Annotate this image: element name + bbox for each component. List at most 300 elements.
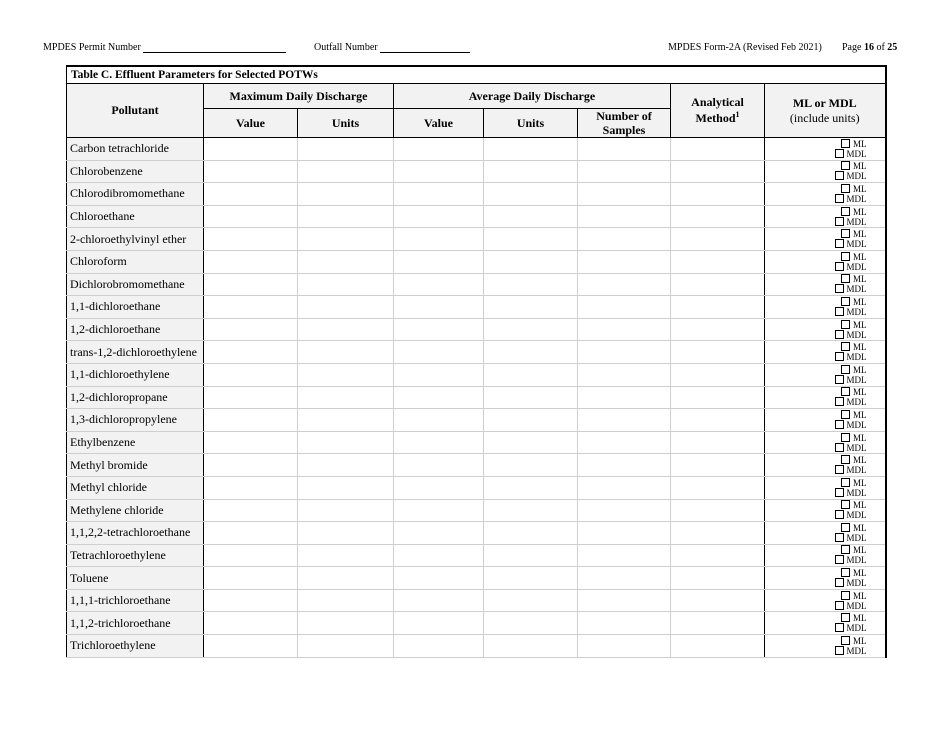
ml-mdl-options bbox=[765, 250, 886, 273]
analytical-method-input[interactable] bbox=[671, 341, 765, 364]
avg-value-input[interactable] bbox=[394, 363, 484, 386]
avg-units-input[interactable] bbox=[484, 205, 578, 228]
avg-value-input[interactable] bbox=[394, 612, 484, 635]
outfall-number-label: Outfall Number bbox=[314, 42, 378, 53]
ml-checkbox[interactable] bbox=[841, 387, 850, 396]
ml-checkbox[interactable] bbox=[841, 545, 850, 554]
max-units-input[interactable] bbox=[298, 476, 394, 499]
max-units-input[interactable] bbox=[298, 160, 394, 183]
max-units-input[interactable] bbox=[298, 228, 394, 251]
mdl-option[interactable] bbox=[765, 555, 867, 565]
ml-option-label: ML bbox=[853, 522, 867, 533]
ml-mdl-options bbox=[765, 522, 886, 545]
ml-mdl-options bbox=[765, 386, 886, 409]
max-value-input[interactable] bbox=[204, 544, 298, 567]
ml-mdl-options bbox=[765, 589, 886, 612]
max-units-input[interactable] bbox=[298, 363, 394, 386]
table-row bbox=[67, 612, 886, 635]
max-units-input[interactable] bbox=[298, 635, 394, 658]
max-units-input[interactable] bbox=[298, 386, 394, 409]
number-of-samples-input[interactable] bbox=[578, 228, 671, 251]
mdl-checkbox[interactable] bbox=[835, 397, 844, 406]
ml-option[interactable] bbox=[765, 320, 867, 330]
ml-mdl-options bbox=[765, 635, 886, 658]
mdl-option[interactable] bbox=[765, 375, 867, 385]
avg-units-input[interactable] bbox=[484, 363, 578, 386]
ml-option-label: ML bbox=[853, 455, 867, 466]
ml-option[interactable] bbox=[765, 433, 867, 443]
max-value-input[interactable] bbox=[204, 296, 298, 319]
ml-mdl-options bbox=[765, 160, 886, 183]
number-of-samples-input[interactable] bbox=[578, 386, 671, 409]
mdl-checkbox[interactable] bbox=[835, 601, 844, 610]
mdl-checkbox[interactable] bbox=[835, 623, 844, 632]
pollutant-name: Chloroethane bbox=[67, 205, 204, 228]
mdl-option[interactable] bbox=[765, 217, 867, 227]
mdl-option[interactable] bbox=[765, 352, 867, 362]
mdl-option[interactable] bbox=[765, 420, 867, 430]
analytical-method-input[interactable] bbox=[671, 386, 765, 409]
pollutant-name: trans-1,2-dichloroethylene bbox=[67, 341, 204, 364]
mdl-checkbox[interactable] bbox=[835, 171, 844, 180]
mdl-checkbox[interactable] bbox=[835, 352, 844, 361]
mdl-checkbox[interactable] bbox=[835, 239, 844, 248]
mdl-option[interactable] bbox=[765, 330, 867, 340]
max-value-input[interactable] bbox=[204, 635, 298, 658]
ml-option[interactable] bbox=[765, 636, 867, 646]
mdl-option[interactable] bbox=[765, 623, 867, 633]
mdl-checkbox[interactable] bbox=[835, 307, 844, 316]
ml-option[interactable] bbox=[765, 613, 867, 623]
pollutant-name: 1,2-dichloroethane bbox=[67, 318, 204, 341]
ml-checkbox[interactable] bbox=[841, 410, 850, 419]
permit-number-input-line[interactable] bbox=[143, 42, 286, 53]
analytical-method-input[interactable] bbox=[671, 589, 765, 612]
max-units-input[interactable] bbox=[298, 454, 394, 477]
permit-number-field[interactable] bbox=[43, 42, 286, 53]
analytical-method-input[interactable] bbox=[671, 363, 765, 386]
avg-units-input[interactable] bbox=[484, 341, 578, 364]
avg-value-input[interactable] bbox=[394, 454, 484, 477]
max-value-input[interactable] bbox=[204, 160, 298, 183]
ml-checkbox[interactable] bbox=[841, 252, 850, 261]
analytical-method-label: Analytical Method bbox=[691, 95, 744, 125]
max-value-input[interactable] bbox=[204, 589, 298, 612]
avg-value-input[interactable] bbox=[394, 589, 484, 612]
effluent-table bbox=[66, 65, 887, 658]
number-of-samples-input[interactable] bbox=[578, 454, 671, 477]
analytical-method-input[interactable] bbox=[671, 160, 765, 183]
ml-mdl-options bbox=[765, 273, 886, 296]
max-value-input[interactable] bbox=[204, 138, 298, 161]
avg-units-input[interactable] bbox=[484, 273, 578, 296]
avg-units-input[interactable] bbox=[484, 589, 578, 612]
avg-value-input[interactable] bbox=[394, 386, 484, 409]
avg-value-input[interactable] bbox=[394, 250, 484, 273]
avg-value-input[interactable] bbox=[394, 499, 484, 522]
ml-checkbox[interactable] bbox=[841, 320, 850, 329]
avg-value-input[interactable] bbox=[394, 296, 484, 319]
max-value-input[interactable] bbox=[204, 273, 298, 296]
max-value-input[interactable] bbox=[204, 183, 298, 206]
mdl-checkbox[interactable] bbox=[835, 330, 844, 339]
max-units-input[interactable] bbox=[298, 499, 394, 522]
mdl-checkbox[interactable] bbox=[835, 646, 844, 655]
mdl-option-label: MDL bbox=[846, 216, 867, 227]
mdl-option[interactable] bbox=[765, 578, 867, 588]
analytical-method-input[interactable] bbox=[671, 183, 765, 206]
pollutant-name: 1,1,2,2-tetrachloroethane bbox=[67, 522, 204, 545]
avg-value-input[interactable] bbox=[394, 476, 484, 499]
number-of-samples-input[interactable] bbox=[578, 567, 671, 590]
ml-option[interactable] bbox=[765, 365, 867, 375]
pollutant-name: Tetrachloroethylene bbox=[67, 544, 204, 567]
avg-units-input[interactable] bbox=[484, 431, 578, 454]
number-of-samples-input[interactable] bbox=[578, 205, 671, 228]
number-of-samples-input[interactable] bbox=[578, 544, 671, 567]
mdl-option[interactable] bbox=[765, 533, 867, 543]
avg-units-input[interactable] bbox=[484, 476, 578, 499]
ml-option[interactable] bbox=[765, 274, 867, 284]
number-of-samples-input[interactable] bbox=[578, 183, 671, 206]
analytical-method-header bbox=[671, 84, 765, 138]
ml-option-label: ML bbox=[853, 183, 867, 194]
number-of-samples-input[interactable] bbox=[578, 273, 671, 296]
avg-units-input[interactable] bbox=[484, 318, 578, 341]
ml-option-label: ML bbox=[853, 342, 867, 353]
mdl-checkbox[interactable] bbox=[835, 217, 844, 226]
ml-option-label: ML bbox=[853, 319, 867, 330]
avg-units-input[interactable] bbox=[484, 138, 578, 161]
ml-checkbox[interactable] bbox=[841, 455, 850, 464]
mdl-option[interactable] bbox=[765, 397, 867, 407]
max-units-input[interactable] bbox=[298, 273, 394, 296]
avg-value-input[interactable] bbox=[394, 431, 484, 454]
mdl-checkbox[interactable] bbox=[835, 555, 844, 564]
avg-value-input[interactable] bbox=[394, 228, 484, 251]
mdl-checkbox[interactable] bbox=[835, 375, 844, 384]
ml-option[interactable] bbox=[765, 387, 867, 397]
ml-checkbox[interactable] bbox=[841, 568, 850, 577]
avg-units-input[interactable] bbox=[484, 160, 578, 183]
ml-mdl-options bbox=[765, 567, 886, 590]
mdl-option-label: MDL bbox=[846, 645, 867, 656]
max-units-input[interactable] bbox=[298, 544, 394, 567]
mdl-option[interactable] bbox=[765, 262, 867, 272]
analytical-method-input[interactable] bbox=[671, 544, 765, 567]
max-daily-discharge-header: Maximum Daily Discharge bbox=[204, 84, 394, 109]
ml-option[interactable] bbox=[765, 139, 867, 149]
ml-mdl-options bbox=[765, 341, 886, 364]
ml-option-label: ML bbox=[853, 274, 867, 285]
ml-checkbox[interactable] bbox=[841, 139, 850, 148]
ml-checkbox[interactable] bbox=[841, 591, 850, 600]
mdl-checkbox[interactable] bbox=[835, 420, 844, 429]
mdl-checkbox[interactable] bbox=[835, 578, 844, 587]
number-of-samples-input[interactable] bbox=[578, 341, 671, 364]
ml-option[interactable] bbox=[765, 591, 867, 601]
max-units-input[interactable] bbox=[298, 341, 394, 364]
table-row bbox=[67, 499, 886, 522]
analytical-method-input[interactable] bbox=[671, 296, 765, 319]
pollutant-name: Trichloroethylene bbox=[67, 635, 204, 658]
mdl-option[interactable] bbox=[765, 149, 867, 159]
ml-mdl-options bbox=[765, 363, 886, 386]
mdl-checkbox[interactable] bbox=[835, 510, 844, 519]
max-value-input[interactable] bbox=[204, 522, 298, 545]
max-units-input[interactable] bbox=[298, 318, 394, 341]
max-value-input[interactable] bbox=[204, 205, 298, 228]
max-value-input[interactable] bbox=[204, 363, 298, 386]
ml-option[interactable] bbox=[765, 252, 867, 262]
avg-value-input[interactable] bbox=[394, 205, 484, 228]
mdl-option[interactable] bbox=[765, 284, 867, 294]
ml-checkbox[interactable] bbox=[841, 274, 850, 283]
avg-units-input[interactable] bbox=[484, 567, 578, 590]
mdl-checkbox[interactable] bbox=[835, 284, 844, 293]
ml-checkbox[interactable] bbox=[841, 365, 850, 374]
max-units-input[interactable] bbox=[298, 589, 394, 612]
analytical-method-input[interactable] bbox=[671, 250, 765, 273]
ml-option[interactable] bbox=[765, 500, 867, 510]
pollutant-name: Chloroform bbox=[67, 250, 204, 273]
number-of-samples-input[interactable] bbox=[578, 160, 671, 183]
max-units-input[interactable] bbox=[298, 522, 394, 545]
avg-value-header: Value bbox=[394, 109, 484, 138]
avg-value-input[interactable] bbox=[394, 567, 484, 590]
max-units-header: Units bbox=[298, 109, 394, 138]
avg-value-input[interactable] bbox=[394, 183, 484, 206]
avg-units-input[interactable] bbox=[484, 635, 578, 658]
ml-option[interactable] bbox=[765, 410, 867, 420]
ml-mdl-options bbox=[765, 499, 886, 522]
mdl-option[interactable] bbox=[765, 239, 867, 249]
ml-mdl-options bbox=[765, 228, 886, 251]
pollutant-name: 1,1-dichloroethylene bbox=[67, 363, 204, 386]
analytical-method-input[interactable] bbox=[671, 318, 765, 341]
ml-checkbox[interactable] bbox=[841, 636, 850, 645]
ml-checkbox[interactable] bbox=[841, 478, 850, 487]
number-of-samples-input[interactable] bbox=[578, 612, 671, 635]
avg-value-input[interactable] bbox=[394, 273, 484, 296]
analytical-method-input[interactable] bbox=[671, 228, 765, 251]
mdl-option[interactable] bbox=[765, 601, 867, 611]
ml-checkbox[interactable] bbox=[841, 523, 850, 532]
mdl-option[interactable] bbox=[765, 646, 867, 656]
max-value-input[interactable] bbox=[204, 476, 298, 499]
number-of-samples-input[interactable] bbox=[578, 431, 671, 454]
pollutant-name: 1,3-dichloropropylene bbox=[67, 409, 204, 432]
ml-mdl-options bbox=[765, 544, 886, 567]
avg-units-header: Units bbox=[484, 109, 578, 138]
ml-option-label: ML bbox=[853, 432, 867, 443]
mdl-option-label: MDL bbox=[846, 555, 867, 566]
ml-checkbox[interactable] bbox=[841, 229, 850, 238]
max-units-input[interactable] bbox=[298, 612, 394, 635]
number-of-samples-input[interactable] bbox=[578, 363, 671, 386]
ml-checkbox[interactable] bbox=[841, 613, 850, 622]
avg-units-input[interactable] bbox=[484, 183, 578, 206]
max-value-input[interactable] bbox=[204, 612, 298, 635]
ml-option[interactable] bbox=[765, 207, 867, 217]
mdl-option-label: MDL bbox=[846, 397, 867, 408]
analytical-method-footnote: 1 bbox=[735, 110, 740, 119]
avg-units-input[interactable] bbox=[484, 409, 578, 432]
max-units-input[interactable] bbox=[298, 250, 394, 273]
mdl-option[interactable] bbox=[765, 171, 867, 181]
table-row bbox=[67, 160, 886, 183]
avg-units-input[interactable] bbox=[484, 228, 578, 251]
ml-option[interactable] bbox=[765, 478, 867, 488]
mdl-option-label: MDL bbox=[846, 306, 867, 317]
ml-checkbox[interactable] bbox=[841, 500, 850, 509]
table-row bbox=[67, 522, 886, 545]
ml-mdl-options bbox=[765, 138, 886, 161]
ml-mdl-header bbox=[765, 84, 886, 138]
mdl-checkbox[interactable] bbox=[835, 533, 844, 542]
ml-mdl-options bbox=[765, 183, 886, 206]
max-value-input[interactable] bbox=[204, 454, 298, 477]
analytical-method-input[interactable] bbox=[671, 612, 765, 635]
ml-option[interactable] bbox=[765, 229, 867, 239]
max-value-input[interactable] bbox=[204, 431, 298, 454]
analytical-method-input[interactable] bbox=[671, 431, 765, 454]
avg-value-input[interactable] bbox=[394, 522, 484, 545]
ml-checkbox[interactable] bbox=[841, 184, 850, 193]
avg-units-input[interactable] bbox=[484, 250, 578, 273]
avg-units-input[interactable] bbox=[484, 296, 578, 319]
mdl-checkbox[interactable] bbox=[835, 488, 844, 497]
max-value-input[interactable] bbox=[204, 409, 298, 432]
max-units-input[interactable] bbox=[298, 567, 394, 590]
ml-checkbox[interactable] bbox=[841, 342, 850, 351]
table-row bbox=[67, 544, 886, 567]
number-of-samples-input[interactable] bbox=[578, 409, 671, 432]
analytical-method-input[interactable] bbox=[671, 205, 765, 228]
ml-option[interactable] bbox=[765, 568, 867, 578]
avg-units-input[interactable] bbox=[484, 522, 578, 545]
mdl-option[interactable] bbox=[765, 443, 867, 453]
ml-mdl-options bbox=[765, 476, 886, 499]
number-of-samples-input[interactable] bbox=[578, 296, 671, 319]
max-units-input[interactable] bbox=[298, 296, 394, 319]
mdl-option[interactable] bbox=[765, 488, 867, 498]
avg-units-input[interactable] bbox=[484, 386, 578, 409]
max-value-input[interactable] bbox=[204, 386, 298, 409]
mdl-option[interactable] bbox=[765, 465, 867, 475]
mdl-option[interactable] bbox=[765, 510, 867, 520]
ml-option[interactable] bbox=[765, 545, 867, 555]
mdl-checkbox[interactable] bbox=[835, 262, 844, 271]
avg-units-input[interactable] bbox=[484, 499, 578, 522]
mdl-option-label: MDL bbox=[846, 171, 867, 182]
ml-option[interactable] bbox=[765, 455, 867, 465]
number-of-samples-input[interactable] bbox=[578, 522, 671, 545]
number-of-samples-input[interactable] bbox=[578, 476, 671, 499]
mdl-option-label: MDL bbox=[846, 352, 867, 363]
ml-checkbox[interactable] bbox=[841, 433, 850, 442]
max-value-input[interactable] bbox=[204, 499, 298, 522]
avg-units-input[interactable] bbox=[484, 612, 578, 635]
max-value-input[interactable] bbox=[204, 567, 298, 590]
analytical-method-input[interactable] bbox=[671, 273, 765, 296]
ml-option-label: ML bbox=[853, 568, 867, 579]
avg-value-input[interactable] bbox=[394, 544, 484, 567]
ml-option[interactable] bbox=[765, 523, 867, 533]
number-of-samples-input[interactable] bbox=[578, 589, 671, 612]
number-of-samples-input[interactable] bbox=[578, 635, 671, 658]
mdl-checkbox[interactable] bbox=[835, 149, 844, 158]
analytical-method-input[interactable] bbox=[671, 138, 765, 161]
ml-option-label: ML bbox=[853, 635, 867, 646]
avg-value-input[interactable] bbox=[394, 341, 484, 364]
table-row bbox=[67, 635, 886, 658]
number-of-samples-input[interactable] bbox=[578, 318, 671, 341]
avg-units-input[interactable] bbox=[484, 454, 578, 477]
max-units-input[interactable] bbox=[298, 183, 394, 206]
number-of-samples-input[interactable] bbox=[578, 250, 671, 273]
outfall-number-field[interactable] bbox=[314, 42, 470, 53]
max-units-input[interactable] bbox=[298, 409, 394, 432]
pollutant-name: Toluene bbox=[67, 567, 204, 590]
analytical-method-input[interactable] bbox=[671, 635, 765, 658]
avg-units-input[interactable] bbox=[484, 544, 578, 567]
number-of-samples-input[interactable] bbox=[578, 138, 671, 161]
ml-option-label: ML bbox=[853, 138, 867, 149]
mdl-checkbox[interactable] bbox=[835, 194, 844, 203]
ml-option[interactable] bbox=[765, 342, 867, 352]
mdl-option[interactable] bbox=[765, 307, 867, 317]
mdl-option[interactable] bbox=[765, 194, 867, 204]
table-row bbox=[67, 386, 886, 409]
analytical-method-input[interactable] bbox=[671, 476, 765, 499]
max-value-input[interactable] bbox=[204, 250, 298, 273]
max-units-input[interactable] bbox=[298, 431, 394, 454]
number-of-samples-input[interactable] bbox=[578, 499, 671, 522]
outfall-number-input-line[interactable] bbox=[380, 42, 470, 53]
analytical-method-input[interactable] bbox=[671, 522, 765, 545]
ml-checkbox[interactable] bbox=[841, 161, 850, 170]
table-row bbox=[67, 341, 886, 364]
avg-value-input[interactable] bbox=[394, 409, 484, 432]
ml-option[interactable] bbox=[765, 297, 867, 307]
avg-value-input[interactable] bbox=[394, 138, 484, 161]
analytical-method-input[interactable] bbox=[671, 409, 765, 432]
number-of-samples-header: Number of Samples bbox=[578, 109, 671, 138]
mdl-checkbox[interactable] bbox=[835, 465, 844, 474]
avg-value-input[interactable] bbox=[394, 160, 484, 183]
ml-option[interactable] bbox=[765, 161, 867, 171]
avg-value-input[interactable] bbox=[394, 635, 484, 658]
ml-checkbox[interactable] bbox=[841, 207, 850, 216]
analytical-method-input[interactable] bbox=[671, 454, 765, 477]
table-row bbox=[67, 431, 886, 454]
max-units-input[interactable] bbox=[298, 205, 394, 228]
mdl-checkbox[interactable] bbox=[835, 443, 844, 452]
max-value-input[interactable] bbox=[204, 341, 298, 364]
ml-option[interactable] bbox=[765, 184, 867, 194]
max-units-input[interactable] bbox=[298, 138, 394, 161]
max-value-input[interactable] bbox=[204, 228, 298, 251]
ml-checkbox[interactable] bbox=[841, 297, 850, 306]
analytical-method-input[interactable] bbox=[671, 499, 765, 522]
ml-option-label: ML bbox=[853, 296, 867, 307]
avg-value-input[interactable] bbox=[394, 318, 484, 341]
table-row bbox=[67, 476, 886, 499]
pollutant-name: Chlorobenzene bbox=[67, 160, 204, 183]
analytical-method-input[interactable] bbox=[671, 567, 765, 590]
max-value-input[interactable] bbox=[204, 318, 298, 341]
